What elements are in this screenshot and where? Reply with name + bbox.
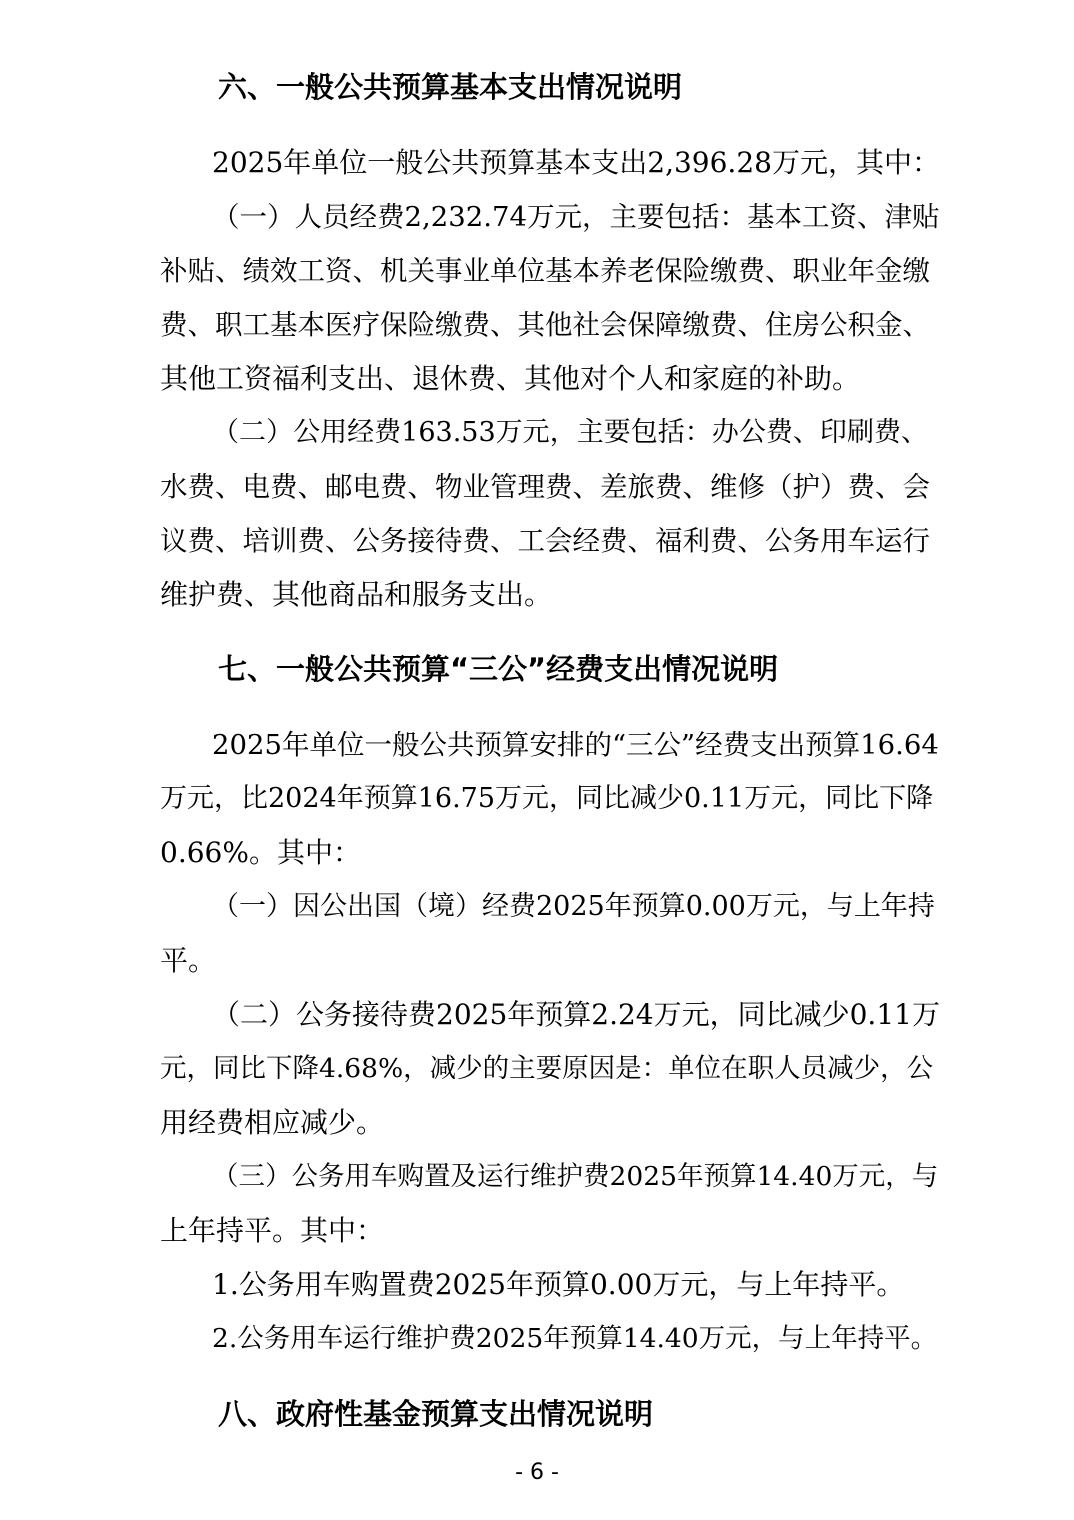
paragraph-line: （一）人员经费2,232.74万元，主要包括：基本工资、津贴 — [212, 201, 940, 233]
paragraph-line: 元，同比下降4.68%，减少的主要原因是：单位在职人员减少，公 — [160, 1053, 934, 1084]
paragraph-line: 2025年单位一般公共预算基本支出2,396.28万元，其中： — [212, 146, 940, 179]
paragraph-line: 其他工资福利支出、退休费、其他对个人和家庭的补助。 — [160, 362, 861, 395]
section-heading-7: 七、一般公共预算“三公”经费支出情况说明 — [218, 652, 779, 686]
paragraph-line: （一）因公出国（境）经费2025年预算0.00万元，与上年持 — [212, 891, 935, 922]
paragraph-line: （三）公务用车购置及运行维护费2025年预算14.40万元，与 — [212, 1161, 939, 1192]
paragraph-line: 议费、培训费、公务接待费、工会经费、福利费、公务用车运行 — [160, 525, 930, 557]
paragraph-line: 2025年单位一般公共预算安排的“三公”经费支出预算16.64 — [212, 729, 939, 761]
paragraph-line: 上年持平。其中： — [160, 1214, 385, 1247]
paragraph-line: 费、职工基本医疗保险缴费、其他社会保障缴费、住房公积金、 — [160, 309, 930, 341]
list-item: 1.公务用车购置费2025年预算0.00万元，与上年持平。 — [212, 1268, 905, 1301]
paragraph-line: 平。 — [160, 944, 217, 977]
paragraph-line: 维护费、其他商品和服务支出。 — [160, 578, 553, 611]
paragraph-line: （二）公务接待费2025年预算2.24万元，同比减少0.11万 — [212, 998, 940, 1031]
list-item: 2.公务用车运行维护费2025年预算14.40万元，与上年持平。 — [212, 1323, 938, 1354]
paragraph-line: 水费、电费、邮电费、物业管理费、差旅费、维修（护）费、会 — [160, 471, 930, 503]
section-heading-6: 六、一般公共预算基本支出情况说明 — [218, 70, 683, 104]
paragraph-line: 补贴、绩效工资、机关事业单位基本养老保险缴费、职业年金缴 — [160, 255, 930, 287]
paragraph-line: 万元，比2024年预算16.75万元，同比减少0.11万元，同比下降 — [160, 783, 934, 814]
paragraph-line: 用经费相应减少。 — [160, 1106, 385, 1139]
section-heading-8: 八、政府性基金预算支出情况说明 — [218, 1397, 654, 1431]
paragraph-line: 0.66%。其中： — [160, 836, 361, 869]
page-number: - 6 - — [515, 1460, 559, 1485]
paragraph-line: （二）公用经费163.53万元，主要包括：办公费、印刷费、 — [212, 417, 928, 448]
